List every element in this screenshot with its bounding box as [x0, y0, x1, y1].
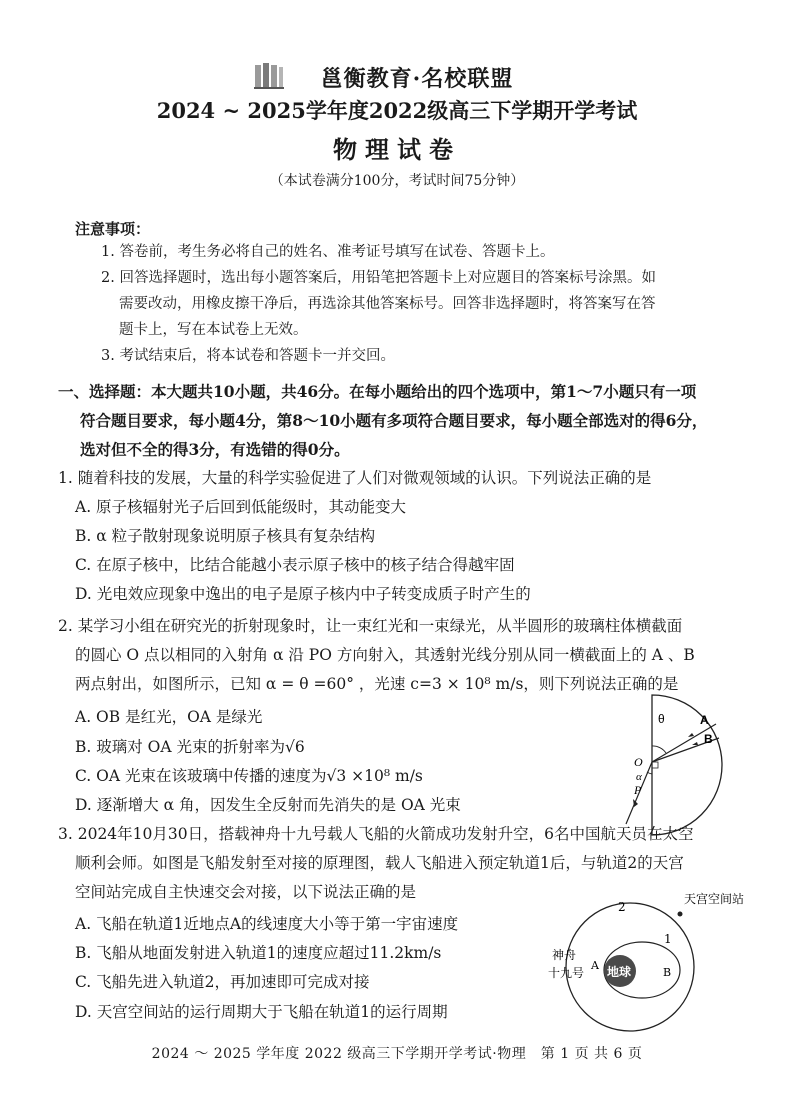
- exam-title: 2024 ~ 2025学年度2022级高三下学期开学考试: [156, 98, 638, 123]
- notice-item: 2. 回答选择题时，选出每小题答案后，用铅笔把答题卡上对应题目的答案标号涂黑。如: [101, 270, 656, 286]
- question-3-option-a: A. 飞船在轨道1近地点A的线速度大小等于第一宇宙速度: [75, 915, 459, 933]
- question-2-stem-line: 两点射出，如图所示，已知 α = θ =60° ，光速 c=3 × 10⁸ m/s，则下列说法正确的是: [75, 675, 679, 693]
- figure-label-ship: 神舟: [552, 948, 577, 962]
- question-1-option-a: A. 原子核辐射光子后回到低能级时，其动能变大: [75, 498, 407, 516]
- figure-label-theta: θ: [658, 712, 665, 726]
- question-2-figure: [598, 690, 738, 840]
- figure-label-earth: 地球: [607, 965, 632, 979]
- question-2-option-a: A. OB 是红光，OA 是绿光: [75, 708, 263, 726]
- question-2-stem-line: 的圆心 O 点以相同的入射角 α 沿 PO 方向射入，其透射光线分别从同一横截面上的 A 、B: [75, 646, 695, 664]
- figure-label-ship: 十九号: [548, 966, 585, 980]
- part1-heading-line: 选对但不全的得3分，有选错的得0分。: [80, 440, 350, 459]
- subject-title: 物理试卷: [333, 135, 461, 164]
- question-2-option-b: B. 玻璃对 OA 光束的折射率为√6: [75, 738, 305, 756]
- brand-title: 邕衡教育·名校联盟: [320, 66, 514, 92]
- notice-item: 1. 答卷前，考生务必将自己的姓名、准考证号填写在试卷、答题卡上。: [101, 244, 555, 260]
- notice-heading: 注意事项：: [75, 220, 151, 238]
- figure-label-orbit-1: 1: [664, 932, 672, 946]
- question-1-option-b: B. α 粒子散射现象说明原子核具有复杂结构: [75, 527, 376, 545]
- figure-label-point-b: B: [663, 966, 672, 979]
- figure-label-b: B: [704, 732, 713, 746]
- figure-label-alpha: α: [636, 771, 642, 783]
- notice-item: 需要改动，用橡皮擦干净后，再选涂其他答案标号。回答非选择题时，将答案写在答: [119, 296, 656, 312]
- figure-label-orbit-2: 2: [618, 900, 626, 914]
- figure-label-station: 天宫空间站: [684, 892, 745, 906]
- notice-item: 3. 考试结束后，将本试卷和答题卡一并交回。: [101, 348, 395, 364]
- question-2-option-d: D. 逐渐增大 α 角，因发生全反射而先消失的是 OA 光束: [75, 796, 461, 814]
- question-1-option-c: C. 在原子核中，比结合能越小表示原子核中的核子结合得越牢固: [75, 556, 515, 574]
- question-1-stem: 1. 随着科技的发展，大量的科学实验促进了人们对微观领域的认识。下列说法正确的是: [58, 469, 652, 487]
- question-3-figure: [548, 885, 745, 1035]
- part1-heading-line: 一、选择题：本大题共10小题，共46分。在每小题给出的四个选项中，第1～7小题只有一项: [58, 382, 697, 401]
- question-3-stem-line: 3. 2024年10月30日，搭载神舟十九号载人飞船的火箭成功发射升空，6名中国航天员在太空: [58, 825, 694, 843]
- question-3-option-c: C. 飞船先进入轨道2，再加速即可完成对接: [75, 973, 370, 991]
- question-2-option-c: C. OA 光束在该玻璃中传播的速度为√3 ×10⁸ m/s: [75, 767, 423, 785]
- question-3-option-b: B. 飞船从地面发射进入轨道1的速度应超过11.2km/s: [75, 944, 442, 962]
- part1-heading-line: 符合题目要求，每小题4分，第8～10小题有多项符合题目要求，每小题全部选对的得6分，: [80, 411, 708, 430]
- figure-label-p: P: [634, 783, 642, 797]
- question-2-stem-line: 2. 某学习小组在研究光的折射现象时，让一束红光和一束绿光，从半圆形的玻璃柱体横截面: [58, 617, 683, 635]
- figure-label-o: O: [634, 755, 643, 769]
- figure-label-a: A: [700, 713, 709, 727]
- question-1-option-d: D. 光电效应现象中逸出的电子是原子核内中子转变成质子时产生的: [75, 585, 531, 603]
- question-3-option-d: D. 天宫空间站的运行周期大于飞船在轨道1的运行周期: [75, 1003, 448, 1021]
- exam-note: （本试卷满分100分，考试时间75分钟）: [269, 173, 525, 189]
- page-footer: 2024 ～ 2025 学年度 2022 级高三下学期开学考试·物理 第 1 页 共 6 页: [151, 1046, 643, 1062]
- notice-item: 题卡上，写在本试卷上无效。: [119, 322, 308, 338]
- question-3-stem-line: 顺利会师。如图是飞船发射至对接的原理图，载人飞船进入预定轨道1后，与轨道2的天宫: [75, 854, 684, 872]
- figure-label-point-a: A: [591, 959, 599, 972]
- question-3-stem-line: 空间站完成自主快速交会对接，以下说法正确的是: [75, 883, 417, 901]
